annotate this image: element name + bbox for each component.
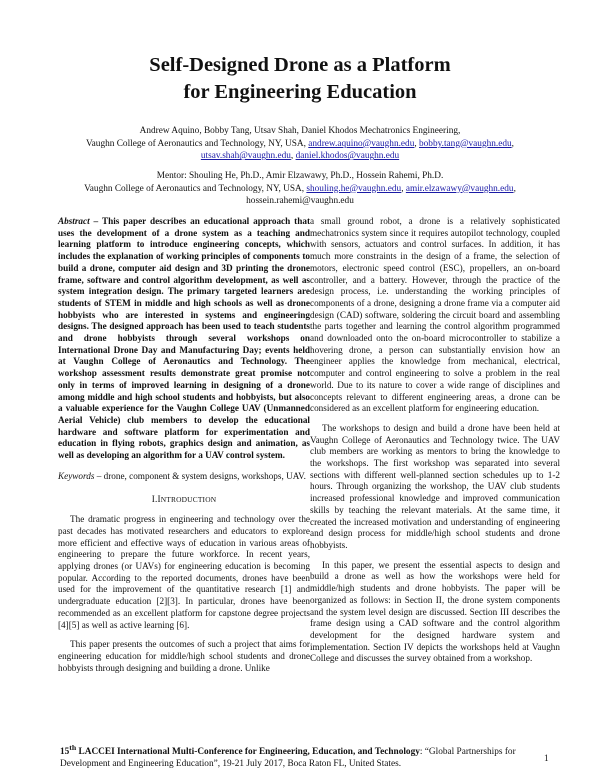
page-number: 1	[544, 754, 549, 764]
abstract-text: This paper describes an educational approach that uses the development of a drone system as a teaching and learning platform to introduce engineering concepts, which includes the explanation of working principles of components to build a drone, computer aid design and 3D printing the drone frame, software and control algorithm development, as well as system integration design. The primary targeted learners are students of STEM in middle and high schools as well as drone hobbyists who are interested in systems and engineering designs. The designed approach has been used to teach students and drone hobbyists through several workshops on International Drone Day and Manufacturing Day; events held at Vaughn College of Aeronautics and Technology. The workshop assessment results demonstrate great promise not only in terms of improved learning in designing of a drone among middle and high school students and hobbyists, but also a valuable experience for the Vaughn College UAV (Unmanned Aerial Vehicle) club members to develop the educational hardware and software platform for experimentation and education in flying robots, graphics design and animation, as well as developing an algorithm for a UAV control system.	[58, 216, 311, 461]
mentor-affiliation-line: Vaughn College of Aeronautics and Technology, NY, USA, shouling.he@vaughn.edu, amir.elzawawy@vaughn.edu,	[84, 183, 516, 194]
footer-details: : “Global Partnerships for Development and Engineering Education”, 19-21 July 2017, Boca Raton FL, United States.	[60, 747, 516, 770]
author-email-link[interactable]: andrew.aquino@vaughn.edu	[308, 138, 415, 149]
footer-conference: LACCEI International Multi-Conference for Engineering, Education, and Technology	[76, 747, 420, 758]
author-email-link[interactable]: bobby.tang@vaughn.edu	[419, 138, 512, 149]
author-email-link[interactable]: daniel.khodos@vaughn.edu	[295, 151, 400, 162]
intro-paragraph-3: a small ground robot, a drone is a relatively sophisticated mechatronics system since it requires autopilot technology, coupled with sensors, actuators and control surfaces. In addition, it has much more constraints in the design of a frame, the selection of motors, electronic speed control (ESC), propellers, an on-board controller, and a battery. However, through the practice of the design process, i.e. understanding the working principles of components of a drone, designing a drone frame via a computer aid design (CAD) software, soldering the circuit board and assembling the parts together and learning the control algorithm programmed and downloaded onto the on-board microcontroller to stabilize a hovering drone, a person can substantially envision how an engineer applies the knowledge from mechanical, electrical, computer and control engineering to solve a problem in the real world. Due to its nature to cover a wide range of disciplines and concepts relevant to different engineering areas, a drone can be considered as an excellent platform for engineering education.	[310, 216, 560, 414]
intro-paragraph-1: The dramatic progress in engineering and technology over the past decades has motivated researchers and educators to explore more efficient and effective ways of education in various areas of engineering to prepare the future workforce. In recent years, applying drones (or UAVs) for engineering education is becoming popular. According to the reported documents, drones have been used for the improvement of the quantitative research [1] and undergraduate education [2][3]. In particular, drones have been recommended as an excellent platform for capstone degree projects [4][5] as well as active learning [6].	[58, 514, 310, 630]
author-affiliation-line: Vaughn College of Aeronautics and Technology, NY, USA, andrew.aquino@vaughn.edu, bobby.tang@vaughn.edu,	[86, 138, 514, 149]
page-footer	[60, 742, 560, 770]
author-affiliation: Vaughn College of Aeronautics and Technology, NY, USA,	[86, 138, 306, 149]
mentor-email-link[interactable]: shouling.he@vaughn.edu	[306, 183, 402, 194]
footer-sup: th	[69, 743, 77, 752]
section-initial: I	[157, 494, 161, 505]
mentor-email-line	[40, 195, 560, 208]
keywords	[58, 471, 310, 483]
author-emails-line: utsav.shah@vaughn.edu, daniel.khodos@vaughn.edu	[200, 151, 400, 162]
section-rest: NTRODUCTION	[160, 495, 217, 505]
intro-paragraph-5: In this paper, we present the essential aspects to design and build a drone as well as how the workshops were held for middle/high students and drone hobbyists. The paper will be organized as follows: in Section II, the drone system components and the system level design are discussed. Section III describes the frame design using a CAD software and the control algorithm development for the designed hardware system and implementation. Section IV depicts the workshops held at Vaughn College and discusses the survey obtained from a workshop.	[310, 559, 560, 664]
keywords-label: Keywords	[58, 470, 95, 481]
mentor-email-text: hossein.rahemi@vaughn.edu	[246, 196, 354, 207]
footer-num: 15	[60, 747, 70, 758]
mentor-block	[40, 170, 560, 208]
keywords-text: – drone, component & system designs, workshops, UAV.	[94, 470, 306, 481]
author-block	[40, 125, 560, 163]
left-column	[58, 216, 310, 682]
intro-paragraph-2: This paper presents the outcomes of such a project that aims for engineering education for middle/high school students and drone hobbyists through designing and building a drone. Unlike	[58, 639, 310, 673]
section-number: I.	[151, 494, 158, 505]
abstract-lead: Abstract –	[58, 216, 99, 226]
title-line-1: Self-Designed Drone as a Platform	[149, 54, 451, 76]
mentor-affiliation: Vaughn College of Aeronautics and Technology, NY, USA,	[84, 183, 305, 194]
author-email-link[interactable]: utsav.shah@vaughn.edu	[200, 151, 291, 162]
right-column	[310, 216, 560, 673]
section-heading-introduction	[58, 494, 310, 506]
author-names: Andrew Aquino, Bobby Tang, Utsav Shah, Daniel Khodos Mechatronics Engineering,	[139, 126, 461, 136]
title-line-2: for Engineering Education	[183, 81, 417, 103]
intro-paragraph-4: The workshops to design and build a drone have been held at Vaughn College of Aeronautics and Technology twice. The UAV club members are working as mentors to bring the knowledge to the workshops. The first workshop was separated into several sections with different well-planned section schedules up to 1-2 hours. Through organizing the workshop, the UAV club students increased professional knowledge and improved communication skills by teaching the relevant materials. At the same time, it created the increased motivation and understanding of engineering and design process for middle/high school students and drone hobbyists.	[310, 422, 560, 550]
mentor-email-link[interactable]: amir.elzawawy@vaughn.edu	[405, 183, 514, 194]
abstract	[58, 216, 310, 462]
paper-title	[0, 52, 600, 106]
mentor-names: Mentor: Shouling He, Ph.D., Amir Elzawawy, Ph.D., Hossein Rahemi, Ph.D.	[156, 171, 444, 181]
